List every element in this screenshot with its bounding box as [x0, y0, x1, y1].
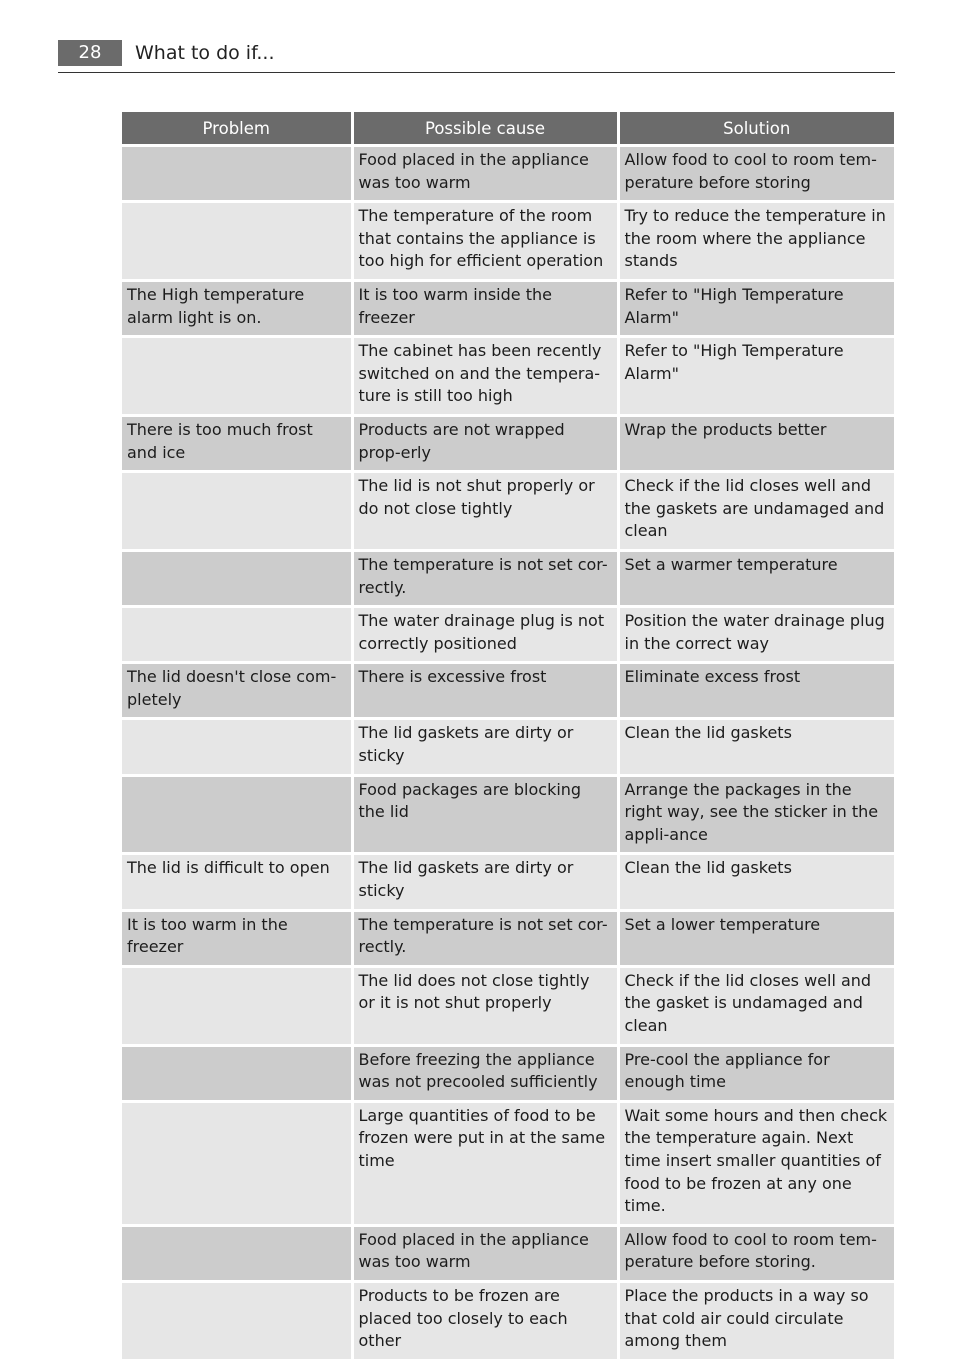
problem-cell: The High temperature alarm light is on. — [122, 280, 352, 336]
solution-cell: Allow food to cool to room tem-perature before storing. — [618, 1225, 894, 1281]
table-row — [122, 415, 894, 471]
possible-cause-cell: The temperature is not set cor-rectly. — [352, 910, 618, 966]
table-row — [122, 775, 894, 854]
solution-cell: Eliminate excess frost — [618, 663, 894, 719]
problem-cell: There is too much frost and ice — [122, 415, 352, 471]
solution-cell: Position the water drainage plug in the correct way — [618, 607, 894, 663]
table-row — [122, 146, 894, 202]
problem-cell — [122, 775, 352, 854]
column-header-possible-cause: Possible cause — [352, 112, 618, 146]
possible-cause-cell: Food placed in the appliance was too warm — [352, 1225, 618, 1281]
solution-cell: Refer to "High Temperature Alarm" — [618, 280, 894, 336]
possible-cause-cell: The lid is not shut properly or do not close tightly — [352, 472, 618, 551]
table-row — [122, 1045, 894, 1101]
page-header — [58, 40, 895, 73]
possible-cause-cell: The lid gaskets are dirty or sticky — [352, 854, 618, 910]
problem-cell — [122, 337, 352, 416]
table-header-row — [122, 112, 894, 146]
table-row — [122, 966, 894, 1045]
solution-cell: Clean the lid gaskets — [618, 854, 894, 910]
table-row — [122, 607, 894, 663]
problem-cell — [122, 607, 352, 663]
table-row — [122, 910, 894, 966]
possible-cause-cell: The temperature of the room that contains the appliance is too high for efficient operation — [352, 202, 618, 281]
possible-cause-cell: The lid gaskets are dirty or sticky — [352, 719, 618, 775]
possible-cause-cell: Before freezing the appliance was not precooled sufficiently — [352, 1045, 618, 1101]
solution-cell: Clean the lid gaskets — [618, 719, 894, 775]
solution-cell: Set a lower temperature — [618, 910, 894, 966]
table-row — [122, 280, 894, 336]
solution-cell: Try to reduce the temperature in the room where the appliance stands — [618, 202, 894, 281]
page-number: 28 — [58, 40, 122, 66]
table-row — [122, 663, 894, 719]
column-header-solution: Solution — [618, 112, 894, 146]
table-row — [122, 854, 894, 910]
table-body — [122, 146, 894, 1361]
possible-cause-cell: It is too warm inside the freezer — [352, 280, 618, 336]
possible-cause-cell: Products to be frozen are placed too closely to each other — [352, 1281, 618, 1360]
problem-cell: It is too warm in the freezer — [122, 910, 352, 966]
problem-cell — [122, 1045, 352, 1101]
solution-cell: Set a warmer temperature — [618, 550, 894, 606]
possible-cause-cell: The temperature is not set cor-rectly. — [352, 550, 618, 606]
possible-cause-cell: Large quantities of food to be frozen were put in at the same time — [352, 1101, 618, 1225]
possible-cause-cell: Products are not wrapped prop-erly — [352, 415, 618, 471]
solution-cell: Allow food to cool to room tem-perature before storing — [618, 146, 894, 202]
problem-cell — [122, 472, 352, 551]
troubleshooting-table — [122, 112, 894, 1362]
problem-cell — [122, 550, 352, 606]
table-row — [122, 1281, 894, 1360]
solution-cell: Place the products in a way so that cold air could circulate among them — [618, 1281, 894, 1360]
table-row — [122, 719, 894, 775]
table-row — [122, 1101, 894, 1225]
table-row — [122, 550, 894, 606]
section-title: What to do if... — [135, 42, 275, 64]
solution-cell: Pre-cool the appliance for enough time — [618, 1045, 894, 1101]
table-row — [122, 1225, 894, 1281]
solution-cell: Arrange the packages in the right way, see the sticker in the appli-ance — [618, 775, 894, 854]
problem-cell — [122, 202, 352, 281]
problem-cell — [122, 1281, 352, 1360]
possible-cause-cell: Food placed in the appliance was too warm — [352, 146, 618, 202]
possible-cause-cell: Food packages are blocking the lid — [352, 775, 618, 854]
solution-cell: Check if the lid closes well and the gaskets are undamaged and clean — [618, 472, 894, 551]
problem-cell — [122, 1225, 352, 1281]
table-row — [122, 202, 894, 281]
table-row — [122, 472, 894, 551]
problem-cell — [122, 966, 352, 1045]
solution-cell: Refer to "High Temperature Alarm" — [618, 337, 894, 416]
possible-cause-cell: There is excessive frost — [352, 663, 618, 719]
problem-cell — [122, 146, 352, 202]
troubleshooting-table-container — [122, 112, 894, 1362]
table-row — [122, 337, 894, 416]
possible-cause-cell: The water drainage plug is not correctly positioned — [352, 607, 618, 663]
solution-cell: Wait some hours and then check the temperature again. Next time insert smaller quantities of food to be frozen at any one time. — [618, 1101, 894, 1225]
problem-cell — [122, 719, 352, 775]
possible-cause-cell: The lid does not close tightly or it is not shut properly — [352, 966, 618, 1045]
solution-cell: Wrap the products better — [618, 415, 894, 471]
problem-cell: The lid doesn't close com-pletely — [122, 663, 352, 719]
problem-cell: The lid is difficult to open — [122, 854, 352, 910]
solution-cell: Check if the lid closes well and the gasket is undamaged and clean — [618, 966, 894, 1045]
problem-cell — [122, 1101, 352, 1225]
column-header-problem: Problem — [122, 112, 352, 146]
possible-cause-cell: The cabinet has been recently switched on and the tempera-ture is still too high — [352, 337, 618, 416]
